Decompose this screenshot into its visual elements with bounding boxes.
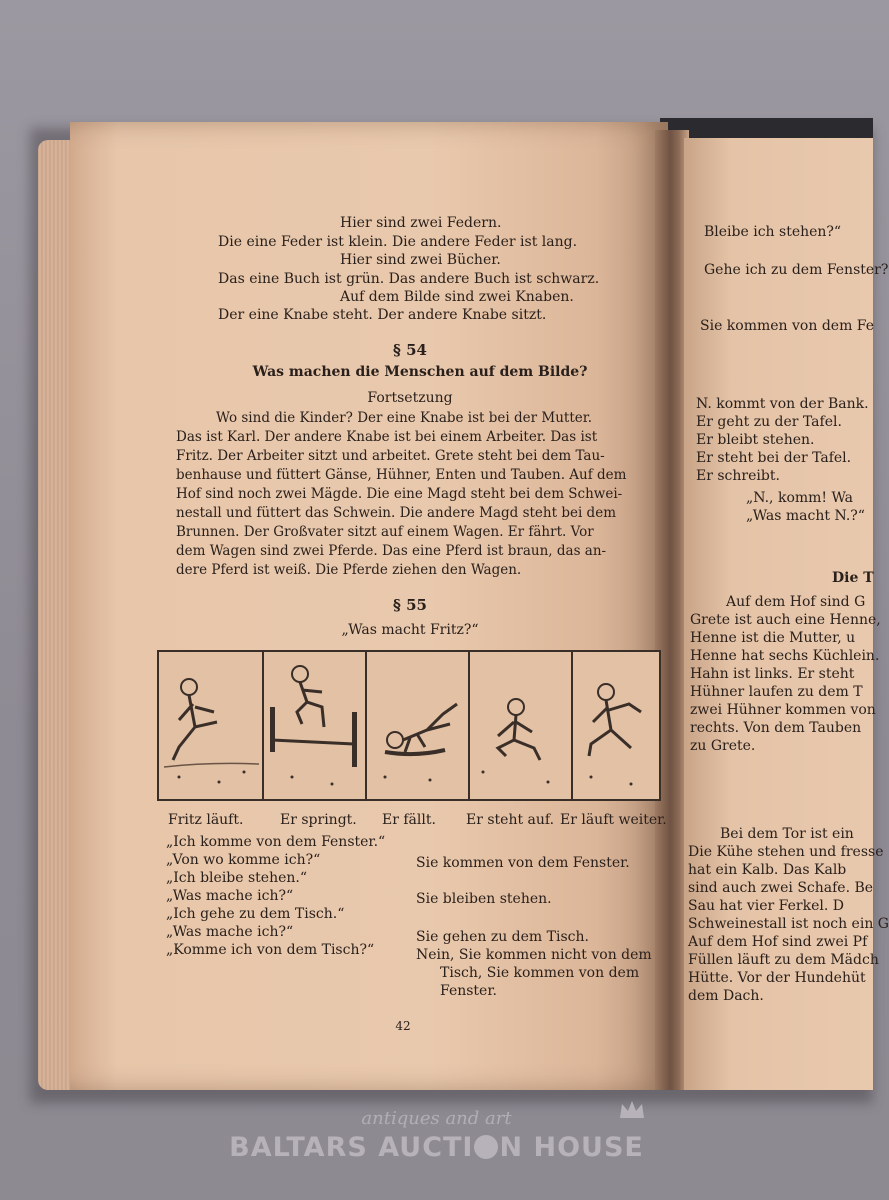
right-text-line: Henne ist die Mutter, u [690, 630, 856, 646]
caption-1: Fritz läuft. [168, 812, 244, 828]
right-heading: Die T [832, 570, 874, 586]
right-text-line: zu Grete. [690, 738, 756, 754]
right-text-line: Füllen läuft zu dem Mädch [688, 952, 879, 968]
section-55-title: „Was macht Fritz?“ [341, 622, 479, 638]
dialog-answer: Sie gehen zu dem Tisch. [416, 929, 589, 945]
text-line: Der eine Knabe steht. Der andere Knabe sitzt. [218, 307, 547, 323]
right-text-line: Die Kühe stehen und fresse [688, 844, 884, 860]
boy-jumping-figure [262, 652, 365, 799]
right-text-line: Bleibe ich stehen?“ [704, 224, 842, 240]
caption-3: Er fällt. [382, 812, 436, 828]
right-text-line: Sau hat vier Ferkel. D [688, 898, 844, 914]
right-text-line: Sie kommen von dem Fe [700, 318, 875, 334]
right-text-line: Er steht bei der Tafel. [696, 450, 852, 466]
paragraph-line: Fritz. Der Arbeiter sitzt und arbeitet. Grete steht bei dem Tau- [176, 448, 605, 464]
right-text-line: Hahn ist links. Er steht [690, 666, 855, 682]
dialog-answer: Sie kommen von dem Fenster. [416, 855, 630, 871]
dialog-line: „Ich komme von dem Fenster.“ [166, 834, 386, 850]
illustration-strip [157, 650, 661, 801]
dialog-answer: Fenster. [440, 983, 497, 999]
text-line: Die eine Feder ist klein. Die andere Feder ist lang. [218, 234, 578, 250]
panel-running [159, 652, 264, 799]
page-number: 42 [395, 1019, 411, 1033]
paragraph-line: Hof sind noch zwei Mägde. Die eine Magd steht bei dem Schwei- [176, 486, 623, 502]
right-text-line: Er geht zu der Tafel. [696, 414, 842, 430]
dialog-line: „Was mache ich?“ [166, 888, 294, 904]
paragraph-line: nestall und füttert das Schwein. Die andere Magd steht bei dem [176, 505, 616, 521]
right-text-line: Grete ist auch eine Henne, [690, 612, 881, 628]
right-page [684, 138, 889, 1090]
boy-falling-figure [365, 652, 468, 799]
dialog-answer: Sie bleiben stehen. [416, 891, 552, 907]
paragraph-line: Das ist Karl. Der andere Knabe ist bei einem Arbeiter. Das ist [176, 429, 598, 445]
text-line: Das eine Buch ist grün. Das andere Buch ist schwarz. [218, 271, 600, 287]
section-55-number: § 55 [393, 596, 427, 614]
right-text-line: Auf dem Hof sind G [726, 594, 866, 610]
right-text-line: Hühner laufen zu dem T [690, 684, 863, 700]
caption-4: Er steht auf. [466, 812, 555, 828]
section-54-title: Was machen die Menschen auf dem Bilde? [252, 364, 588, 380]
caption-2: Er springt. [280, 812, 357, 828]
right-text-line: Er schreibt. [696, 468, 780, 484]
section-54-number: § 54 [393, 341, 427, 359]
watermark-name: BALTARS AUCTI [229, 1132, 474, 1163]
right-text-line: Er bleibt stehen. [696, 432, 815, 448]
right-text-line: Auf dem Hof sind zwei Pf [688, 934, 868, 950]
paragraph-line: dere Pferd ist weiß. Die Pferde ziehen den Wagen. [176, 562, 522, 578]
panel-standing-up [468, 652, 573, 799]
boy-running-on-figure [571, 652, 661, 799]
right-text-line: hat ein Kalb. Das Kalb [688, 862, 847, 878]
section-54-subtitle: Fortsetzung [367, 390, 453, 406]
watermark-o-icon [474, 1135, 498, 1159]
paragraph-line: benhause und füttert Gänse, Hühner, Enten und Tauben. Auf dem [176, 467, 627, 483]
right-text-line: Hütte. Vor der Hundehüt [688, 970, 866, 986]
right-text-line: Henne hat sechs Küchlein. [690, 648, 880, 664]
paragraph-line: Wo sind die Kinder? Der eine Knabe ist bei der Mutter. [216, 410, 592, 426]
watermark-logo [0, 1132, 873, 1163]
right-text-line: N. kommt von der Bank. [696, 396, 869, 412]
dialog-right [412, 855, 654, 1005]
text-line: Hier sind zwei Bücher. [340, 252, 501, 268]
dialog-answer: Tisch, Sie kommen von dem [440, 965, 640, 981]
right-text-line: „Was macht N.?“ [746, 508, 865, 524]
panel-running-on [571, 652, 661, 799]
right-text-line: „N., komm! Wa [746, 490, 854, 506]
caption-5: Er läuft weiter. [560, 812, 667, 828]
text-line: Hier sind zwei Federn. [340, 215, 502, 231]
watermark-name-end: N HOUSE [499, 1132, 644, 1163]
right-text-line: rechts. Von dem Tauben [690, 720, 862, 736]
dialog-line: „Komme ich von dem Tisch?“ [166, 942, 375, 958]
section-54-paragraph [176, 410, 650, 580]
panel-falling [365, 652, 470, 799]
dialog-answer: Nein, Sie kommen nicht von dem [416, 947, 652, 963]
watermark-tagline: antiques and art [361, 1108, 512, 1129]
boy-standing-up-figure [468, 652, 571, 799]
caption-5-clip [560, 812, 667, 832]
dialog-line: „Ich bleibe stehen.“ [166, 870, 308, 886]
paragraph-line: Brunnen. Der Großvater sitzt auf einem Wagen. Er fährt. Vor [176, 524, 594, 540]
right-text-line: zwei Hühner kommen von [690, 702, 876, 718]
text-line: Auf dem Bilde sind zwei Knaben. [340, 289, 574, 305]
dialog-line: „Von wo komme ich?“ [166, 852, 321, 868]
right-text-line: Bei dem Tor ist ein [720, 826, 854, 842]
right-text-line: dem Dach. [688, 988, 764, 1004]
right-text-line: Schweinestall ist noch ein G [688, 916, 889, 932]
book-cover-edge [660, 118, 873, 140]
panel-jumping [262, 652, 367, 799]
right-text-line: Gehe ich zu dem Fenster? [704, 262, 889, 278]
paragraph-line: dem Wagen sind zwei Pferde. Das eine Pferd ist braun, das an- [176, 543, 607, 559]
boy-running-figure [159, 652, 262, 799]
dialog-line: „Ich gehe zu dem Tisch.“ [166, 906, 345, 922]
dialog-line: „Was mache ich?“ [166, 924, 294, 940]
right-text-line: sind auch zwei Schafe. Be [688, 880, 874, 896]
